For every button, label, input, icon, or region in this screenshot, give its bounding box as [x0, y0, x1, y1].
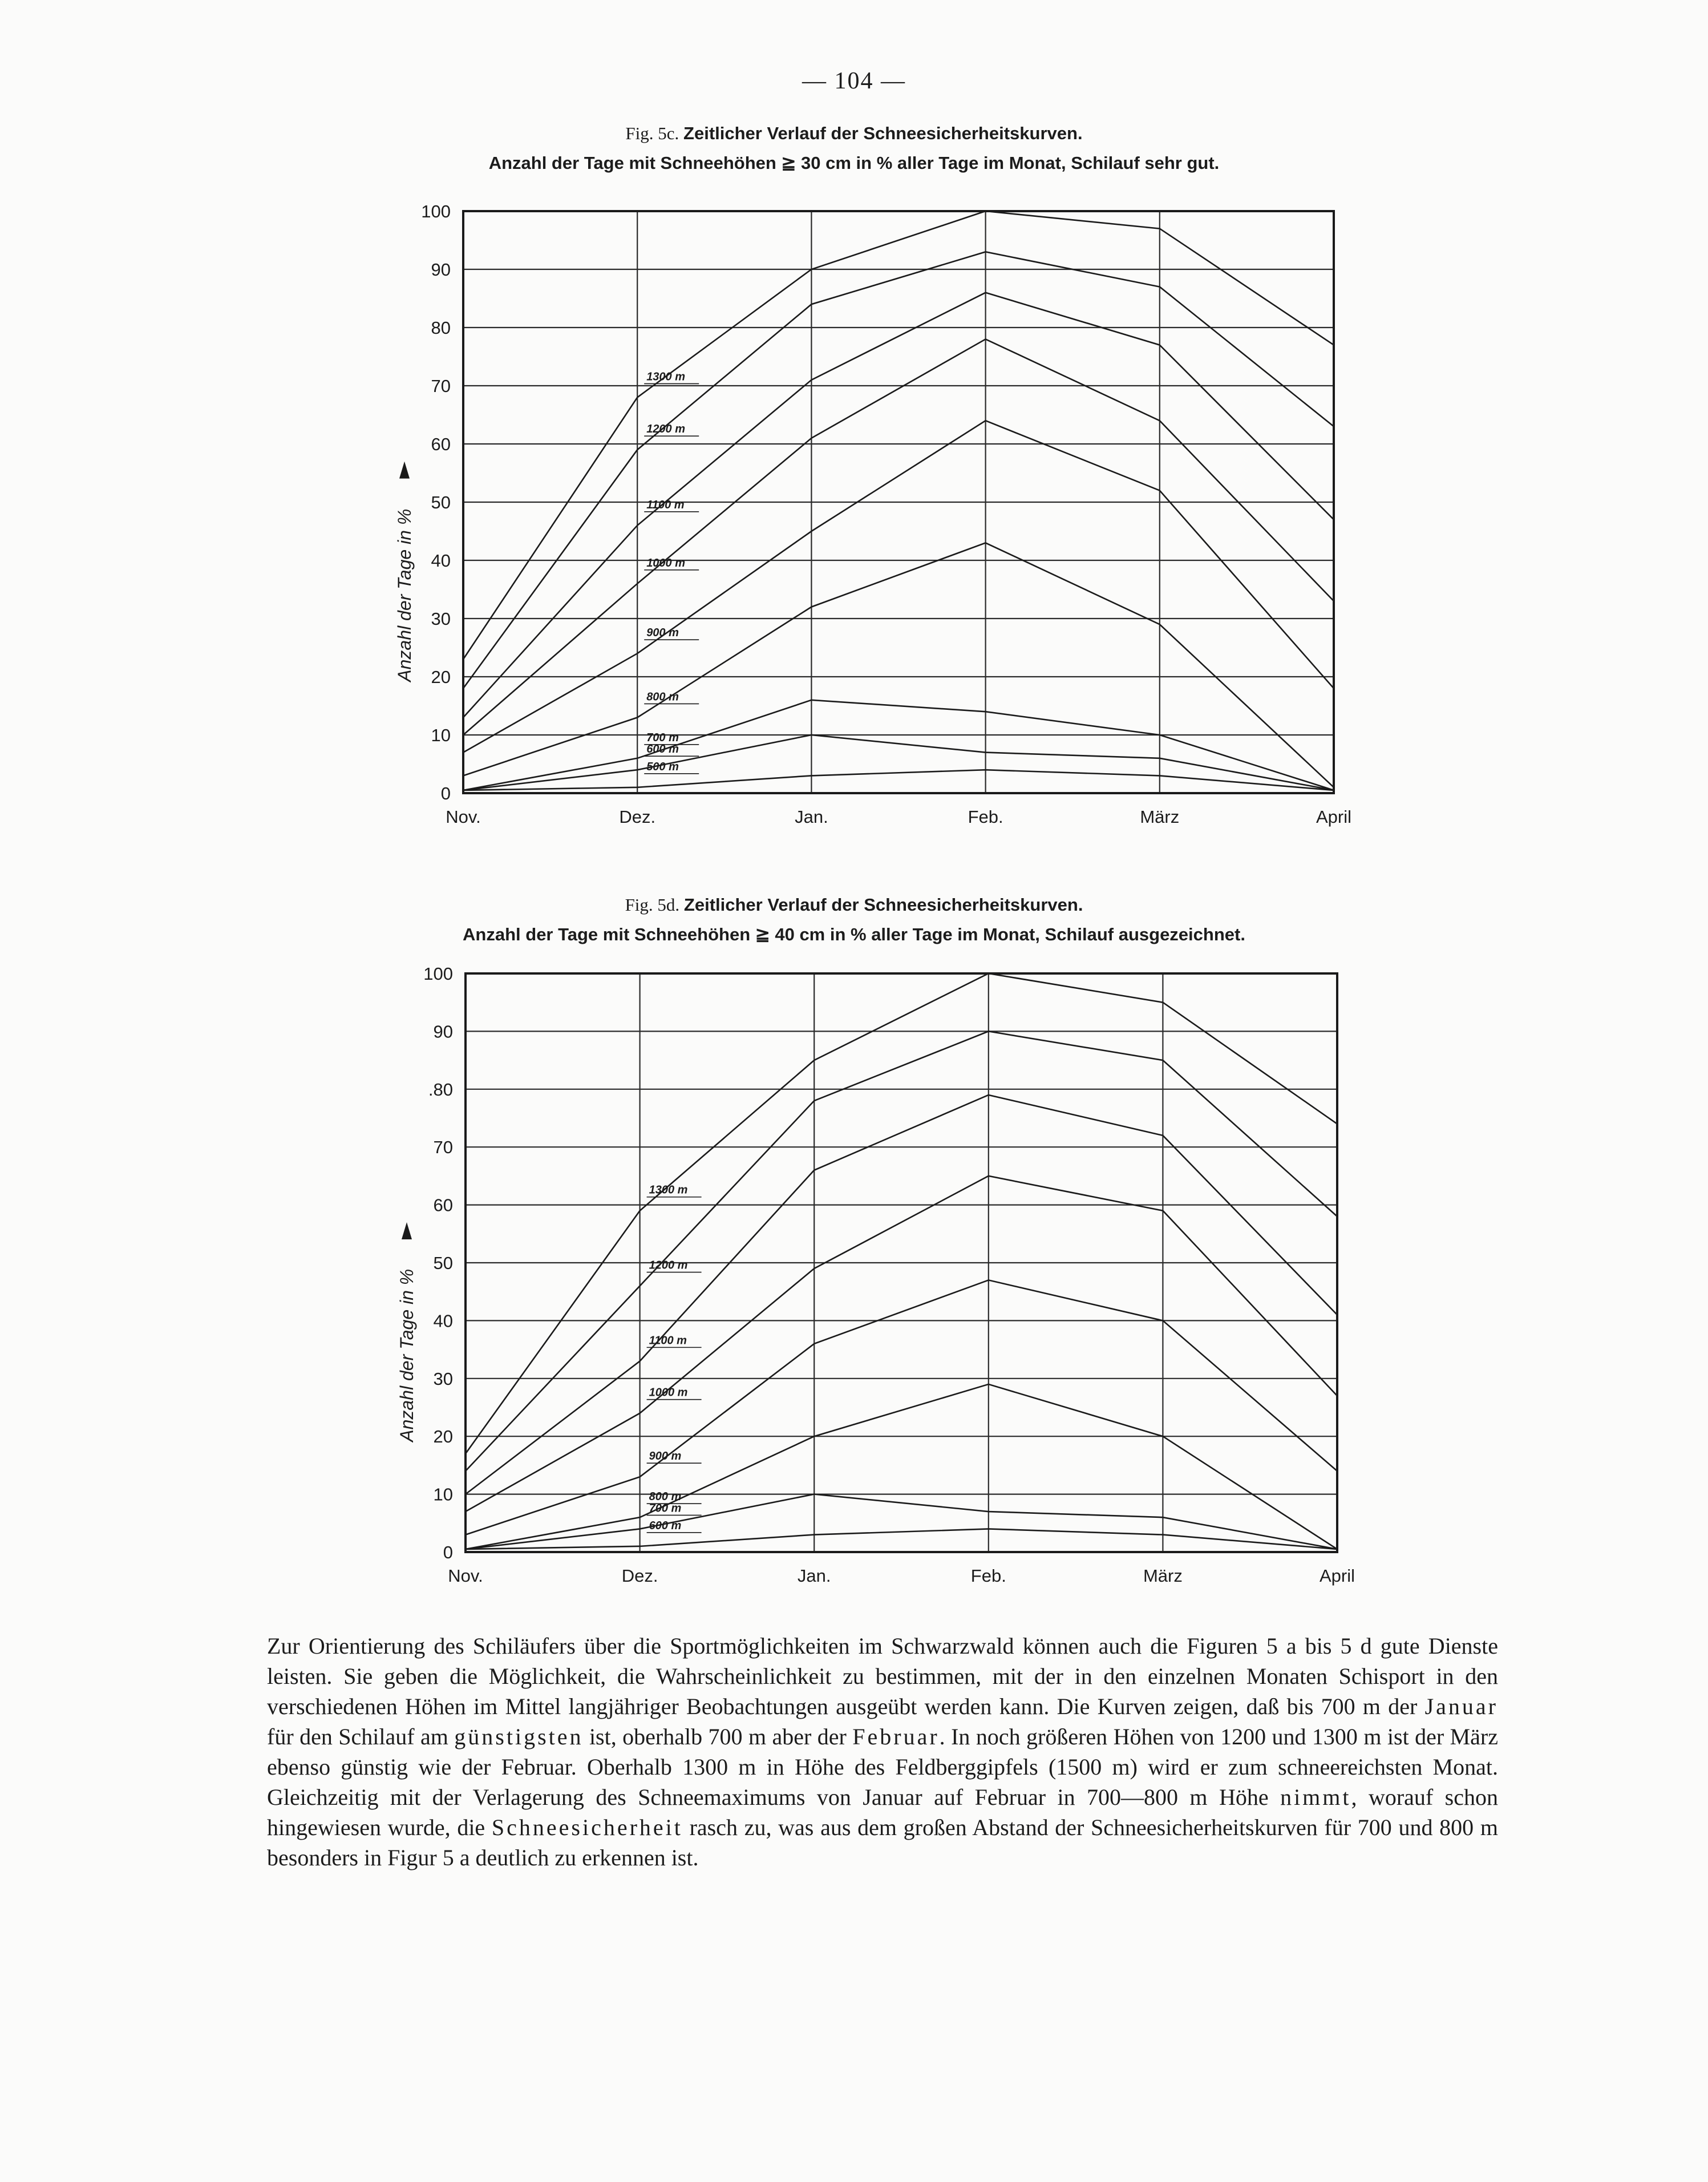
figure-title: Zeitlicher Verlauf der Schneesicherheitskurven.: [683, 123, 1083, 143]
series-label: 1300 m: [646, 370, 686, 383]
body-text-segment: Zur Orientierung des Schiläufers über die Sportmöglichkeiten im Schwarzwald können auch die Figuren 5 a bis 5 d gute Dienste leisten. Sie geben die Möglichkeit, die Wahrscheinlichkeit zu bestimmen, mit der in den einzelnen Monaten Schisport in den verschiedenen Höhen im Mittel langjähriger Beobachtungen ausgeübt werden kann. Die Kurven zeigen, daß bis 700 m der: [267, 1633, 1498, 1719]
series-label: 800 m: [649, 1490, 682, 1504]
series-line: [466, 1384, 1337, 1549]
body-emphasis-nimmt: nimmt: [1280, 1784, 1351, 1810]
body-text-segment: ist, oberhalb 700 m aber der: [583, 1724, 853, 1749]
x-tick-label: Feb.: [968, 807, 1003, 827]
body-text-segment: rasch zu, was aus dem großen Abstand der Schneesicherheitskurven für 700 und 800 m besonders in Figur 5 a deutlich zu erkennen ist.: [267, 1815, 1498, 1870]
y-tick-label: .80: [428, 1079, 453, 1100]
series-line: [466, 1176, 1337, 1515]
page-number: — 104 —: [802, 68, 906, 94]
series-line: [466, 1031, 1337, 1471]
x-tick-label: Dez.: [619, 807, 656, 827]
series-label: 900 m: [646, 627, 679, 640]
body-emphasis-februar: Februar: [852, 1724, 940, 1749]
y-tick-label: 90: [433, 1021, 453, 1042]
y-axis-label: Anzahl der Tage in %: [394, 508, 415, 682]
x-tick-label: April: [1319, 1566, 1355, 1586]
series-label: 1200 m: [646, 423, 686, 436]
figure-title: Zeitlicher Verlauf der Schneesicherheitskurven.: [683, 895, 1083, 915]
figure-subtitle: Anzahl der Tage mit Schneehöhen ≧ 40 cm in % aller Tage im Monat, Schilauf ausgezeichnet.: [463, 924, 1245, 944]
series-line: [466, 1494, 1337, 1549]
y-tick-label: 100: [423, 964, 453, 984]
y-tick-label: 50: [431, 492, 451, 512]
series-label: 600 m: [646, 743, 679, 756]
figure-label: Fig. 5d.: [625, 895, 680, 915]
y-tick-label: 20: [431, 667, 451, 687]
series-label: 600 m: [649, 1519, 682, 1532]
x-tick-label: Nov.: [446, 807, 481, 827]
series-line: [466, 1095, 1337, 1494]
series-label: 1000 m: [649, 1386, 688, 1399]
x-tick-label: März: [1143, 1566, 1183, 1586]
body-emphasis-schneesicherheit: Schneesicherheit: [491, 1815, 683, 1840]
series-label: 700 m: [646, 731, 679, 744]
y-tick-label: 70: [433, 1137, 453, 1158]
y-tick-label: 60: [433, 1195, 453, 1215]
y-tick-label: 60: [431, 434, 451, 454]
series-line: [466, 973, 1337, 1454]
x-tick-label: April: [1316, 807, 1352, 827]
body-emphasis-guenstigsten: günstigsten: [454, 1724, 584, 1749]
body-text-segment: . In noch größeren Höhen von 1200 und 1300 m ist der März ebenso günstig wie der Februar. Oberhalb 1300 m in Höhe des Feldberggipfels (1500 m) wird er zum schneereichsten Monat. Gleichzeitig mit der Verlagerung des Schneemaximums von Januar auf Februar in 700—800 m Höhe: [267, 1724, 1499, 1810]
series-label: 1100 m: [649, 1334, 687, 1347]
y-axis-label: Anzahl der Tage in %: [396, 1268, 417, 1442]
series-label: 700 m: [649, 1502, 682, 1515]
x-tick-label: Jan.: [795, 807, 828, 827]
series-label: 1000 m: [646, 556, 686, 569]
series-label: 800 m: [646, 690, 679, 704]
series-label: 500 m: [646, 760, 679, 773]
body-emphasis-januar: Januar: [1424, 1694, 1498, 1719]
y-tick-label: 10: [433, 1484, 453, 1505]
arrow-up-icon: [402, 1222, 412, 1239]
y-tick-label: 40: [433, 1311, 453, 1331]
y-tick-label: 40: [431, 551, 451, 571]
series-label: 1200 m: [649, 1259, 688, 1272]
y-tick-label: 80: [431, 318, 451, 338]
x-tick-label: Feb.: [970, 1566, 1006, 1586]
x-tick-label: Jan.: [797, 1566, 831, 1586]
y-tick-label: 10: [431, 725, 451, 745]
y-tick-label: 20: [433, 1427, 453, 1447]
series-line: [466, 1529, 1337, 1549]
y-tick-label: 50: [433, 1253, 453, 1273]
y-tick-label: 90: [431, 260, 451, 280]
y-tick-label: 30: [431, 609, 451, 629]
y-tick-label: 0: [440, 783, 451, 803]
series-label: 1100 m: [646, 498, 685, 511]
y-tick-label: 30: [433, 1368, 453, 1389]
body-text-segment: für den Schilauf am: [267, 1724, 455, 1749]
figure-label: Fig. 5c.: [625, 123, 679, 143]
x-tick-label: März: [1140, 807, 1180, 827]
y-tick-label: 70: [431, 376, 451, 396]
body-paragraph: [267, 1631, 1498, 1873]
body-text-segment: , worauf schon hingewiesen wurde, die: [267, 1784, 1498, 1840]
series-label: 1300 m: [649, 1183, 688, 1197]
y-tick-label: 0: [443, 1542, 453, 1562]
series-line: [466, 1280, 1337, 1534]
x-tick-label: Nov.: [448, 1566, 483, 1586]
x-tick-label: Dez.: [621, 1566, 658, 1586]
figure-subtitle: Anzahl der Tage mit Schneehöhen ≧ 30 cm in % aller Tage im Monat, Schilauf sehr gut.: [488, 153, 1220, 173]
series-label: 900 m: [649, 1450, 682, 1463]
y-tick-label: 100: [421, 201, 451, 221]
